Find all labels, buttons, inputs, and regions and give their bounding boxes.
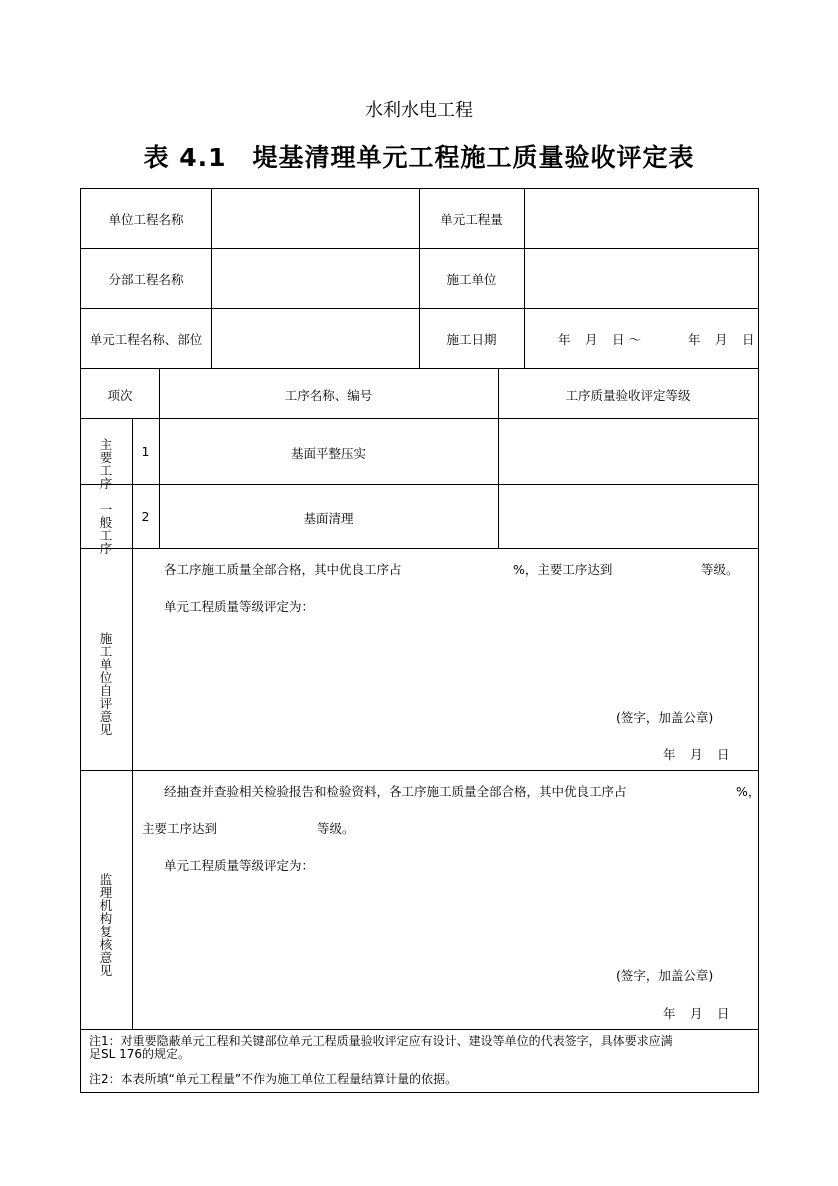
process-name: 基面平整压实 — [290, 446, 366, 461]
contractor-label: 施工单位 — [446, 272, 497, 287]
construction-date-label: 施工日期 — [446, 332, 497, 347]
note-1-line1: 注1：对重要隐蔽单元工程和关键部位单元工程质量验收评定应有设计、建设等单位的代表签字，具体要求应满 — [89, 1034, 673, 1048]
supervisor-line2a: 主要工序达到 — [142, 821, 218, 836]
row-divider — [81, 484, 758, 485]
col-divider — [132, 418, 133, 548]
col-divider — [132, 548, 133, 1029]
note-1-line2: 足SL 176的规定。 — [89, 1047, 191, 1061]
evaluation-form-table — [80, 188, 759, 1093]
note-2: 注2：本表所填“单元工程量”不作为施工单位工程量结算计量的依据。 — [89, 1072, 458, 1086]
row-divider — [81, 1029, 758, 1030]
col-header-process-name: 工序名称、编号 — [284, 388, 373, 403]
supervisor-year: 年 — [663, 1006, 676, 1021]
supervisor-line3: 单元工程质量等级评定为： — [164, 858, 315, 873]
self-eval-day: 日 — [717, 747, 730, 762]
self-eval-label: 施工单位自评意见 — [99, 631, 113, 737]
unit-project-label: 单位工程名称 — [108, 212, 184, 227]
date-day-end: 日 — [742, 332, 755, 347]
date-year-end: 年 — [688, 332, 701, 347]
self-eval-month: 月 — [690, 747, 703, 762]
document-supertitle: 水利水电工程 — [365, 100, 473, 121]
date-year-start: 年 — [558, 332, 571, 347]
process-number: 2 — [141, 509, 150, 524]
supervisor-line1b: %， — [736, 784, 761, 799]
row-divider — [81, 548, 758, 549]
supervisor-line2b: 等级。 — [317, 821, 355, 836]
sub-project-label: 分部工程名称 — [108, 272, 184, 287]
col-divider — [211, 189, 212, 368]
element-name-label: 单元工程名称、部位 — [89, 332, 203, 347]
self-eval-line1a: 各工序施工质量全部合格，其中优良工序占 — [164, 562, 402, 577]
col-divider — [524, 189, 525, 368]
date-day-start: 日 ～ — [612, 332, 641, 347]
process-name: 基面清理 — [303, 511, 354, 526]
date-month-end: 月 — [715, 332, 728, 347]
col-header-grade: 工序质量验收评定等级 — [565, 388, 691, 403]
supervisor-day: 日 — [717, 1006, 730, 1021]
supervisor-label: 监理机构复核意见 — [99, 872, 113, 978]
process-category: 一般工序 — [99, 502, 113, 556]
supervisor-line1a: 经抽查并查验相关检验报告和检验资料，各工序施工质量全部合格，其中优良工序占 — [164, 784, 627, 799]
supervisor-month: 月 — [690, 1006, 703, 1021]
self-eval-sign: (签字，加盖公章) — [616, 710, 714, 725]
col-header-item: 项次 — [107, 388, 133, 403]
date-month-start: 月 — [585, 332, 598, 347]
process-number: 1 — [141, 444, 150, 459]
row-divider — [81, 418, 758, 419]
self-eval-year: 年 — [663, 747, 676, 762]
supervisor-sign: (签字，加盖公章) — [616, 968, 714, 983]
unit-quantity-label: 单元工程量 — [440, 212, 503, 227]
row-divider — [81, 770, 758, 771]
process-category: 主要工序 — [99, 437, 113, 491]
self-eval-line1c: 等级。 — [701, 562, 739, 577]
self-eval-line2: 单元工程质量等级评定为： — [164, 599, 315, 614]
row-divider — [81, 368, 758, 369]
document-title: 表 4.1 堤基清理单元工程施工质量验收评定表 — [143, 143, 695, 172]
self-eval-line1b: %，主要工序达到 — [513, 562, 613, 577]
